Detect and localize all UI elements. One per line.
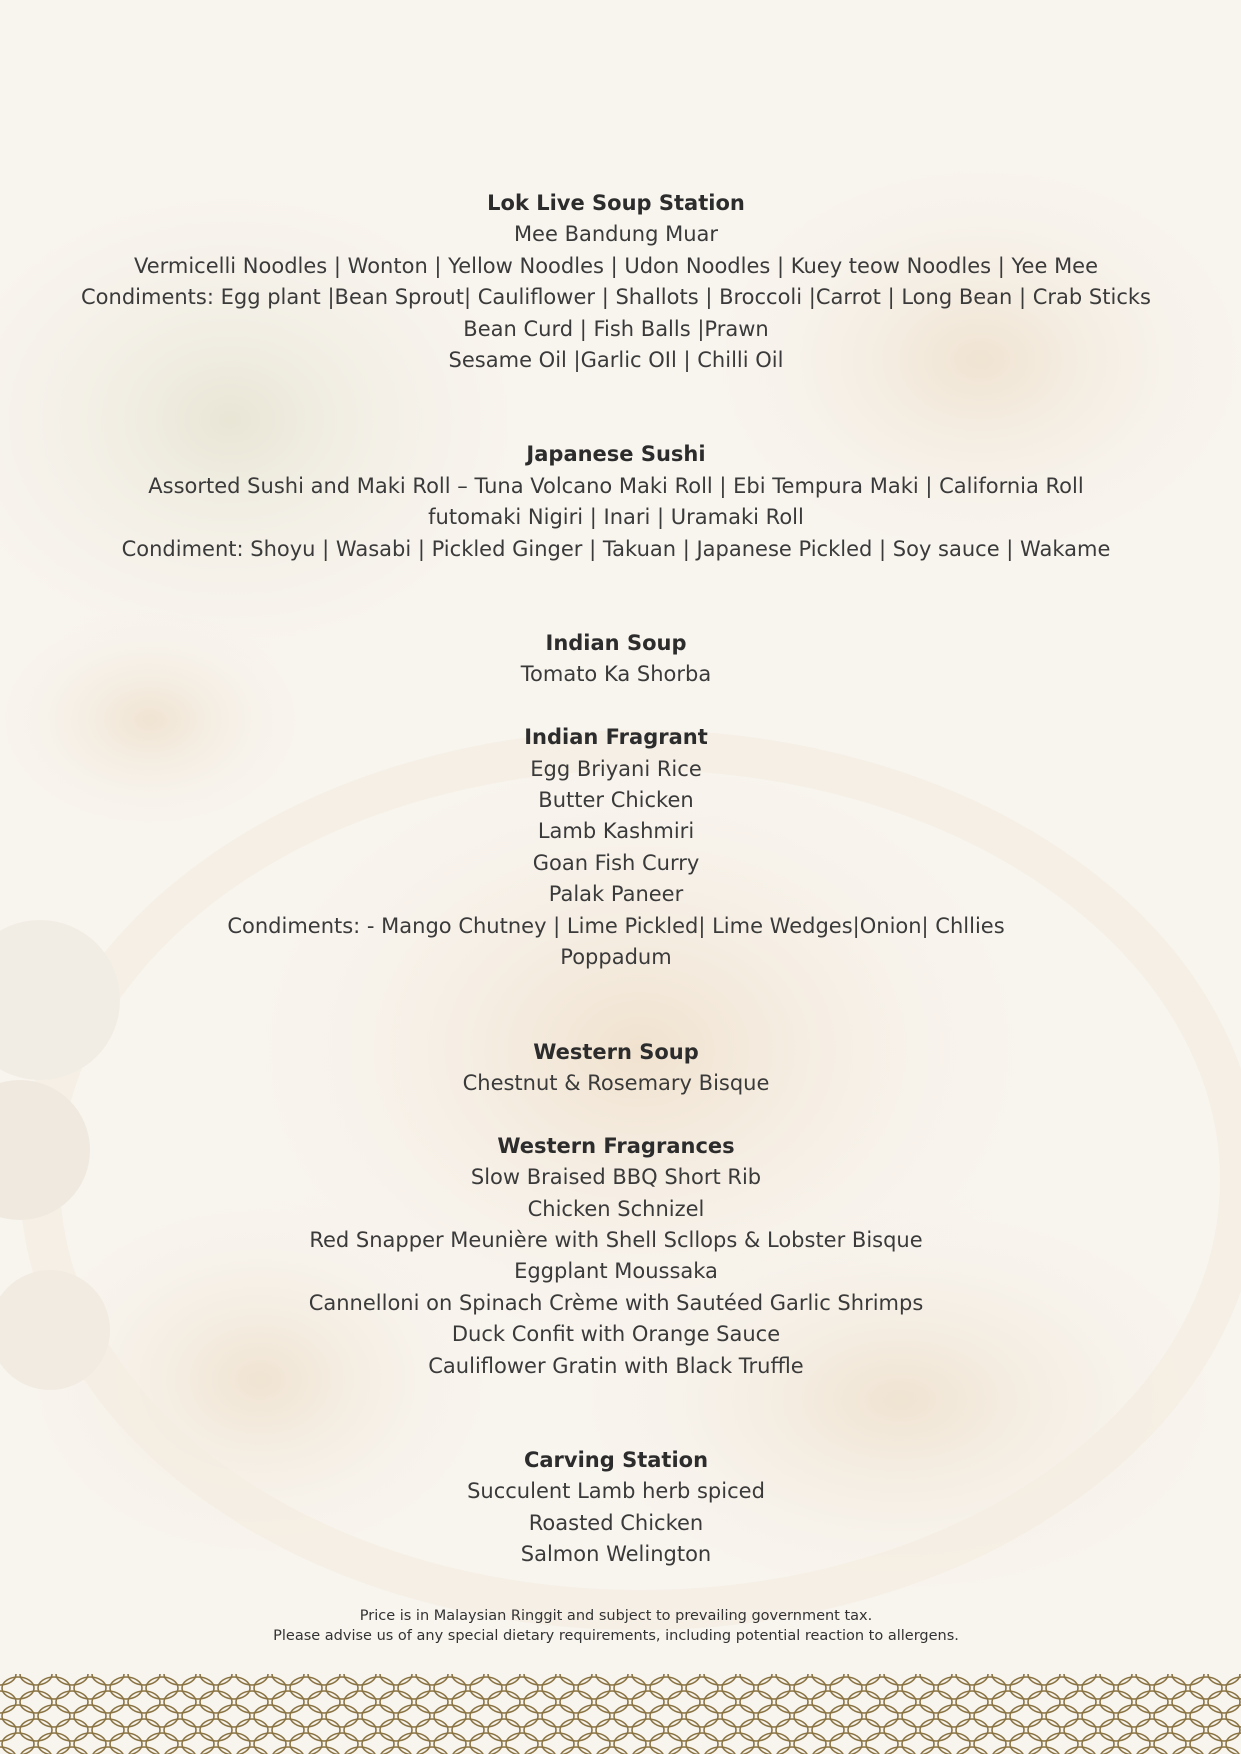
- menu-item: Goan Fish Curry: [532, 850, 700, 875]
- menu-item: Palak Paneer: [548, 882, 684, 907]
- menu-item: futomaki Nigiri | Inari | Uramaki Roll: [428, 505, 804, 530]
- section-spacer: [0, 1382, 1232, 1445]
- menu-item: Condiments: Egg plant |Bean Sprout| Cauliflower | Shallots | Broccoli |Carrot | Long Bean | Crab Sticks: [81, 285, 1151, 310]
- decorative-pattern-border: [0, 1674, 1241, 1754]
- section-spacer: [0, 565, 1232, 628]
- section-title: Indian Soup: [545, 631, 687, 656]
- menu-item: Condiment: Shoyu | Wasabi | Pickled Ginger | Takuan | Japanese Pickled | Soy sauce | Wakame: [121, 536, 1111, 561]
- section-title: Lok Live Soup Station: [487, 191, 745, 215]
- menu-item: Cauliflower Gratin with Black Truffle: [428, 1353, 804, 1378]
- menu-section: [0, 1131, 1232, 1382]
- menu-item: Red Snapper Meunière with Shell Scllops & Lobster Bisque: [309, 1227, 923, 1252]
- menu-footer: [0, 1606, 1232, 1646]
- menu-item: Chicken Schnizel: [527, 1196, 705, 1221]
- menu-item: Salmon Welington: [520, 1542, 712, 1567]
- menu-section: [0, 628, 1232, 691]
- section-spacer: [0, 691, 1232, 722]
- menu-item: Bean Curd | Fish Balls |Prawn: [463, 316, 769, 341]
- menu-item: Eggplant Moussaka: [514, 1259, 718, 1284]
- menu-content: [0, 188, 1232, 1571]
- menu-item: Roasted Chicken: [528, 1510, 704, 1535]
- menu-item: Butter Chicken: [538, 788, 694, 813]
- menu-item: Chestnut & Rosemary Bisque: [462, 1070, 770, 1095]
- menu-section: [0, 722, 1232, 973]
- section-title: Western Soup: [533, 1039, 699, 1064]
- menu-item: Cannelloni on Spinach Crème with Sautéed Garlic Shrimps: [308, 1290, 924, 1315]
- section-spacer: [0, 974, 1232, 1037]
- price-note: Price is in Malaysian Ringgit and subject to prevailing government tax.: [359, 1608, 873, 1624]
- section-spacer: [0, 376, 1232, 439]
- menu-item: Assorted Sushi and Maki Roll – Tuna Volcano Maki Roll | Ebi Tempura Maki | California Roll: [148, 473, 1084, 498]
- section-title: Western Fragrances: [497, 1133, 735, 1158]
- section-title: Indian Fragrant: [524, 725, 708, 750]
- menu-item: Duck Confit with Orange Sauce: [451, 1322, 781, 1347]
- menu-item: Condiments: - Mango Chutney | Lime Pickled| Lime Wedges|Onion| Chllies: [227, 913, 1005, 938]
- menu-item: Succulent Lamb herb spiced: [467, 1479, 765, 1504]
- section-spacer: [0, 1099, 1232, 1130]
- menu-item: Egg Briyani Rice: [530, 756, 702, 781]
- menu-section: [0, 1037, 1232, 1100]
- dietary-note: Please advise us of any special dietary requirements, including potential reaction to allergens.: [273, 1628, 959, 1644]
- menu-item: Slow Braised BBQ Short Rib: [470, 1165, 762, 1190]
- menu-section: [0, 188, 1232, 376]
- menu-item: Lamb Kashmiri: [537, 819, 695, 844]
- menu-item: Tomato Ka Shorba: [520, 662, 712, 687]
- section-title: Carving Station: [523, 1447, 709, 1472]
- menu-section: [0, 439, 1232, 565]
- menu-item: Mee Bandung Muar: [513, 222, 719, 247]
- menu-item: Poppadum: [560, 945, 672, 970]
- section-title: Japanese Sushi: [526, 442, 706, 467]
- menu-item: Vermicelli Noodles | Wonton | Yellow Noodles | Udon Noodles | Kuey teow Noodles | Yee Mee: [133, 253, 1099, 278]
- menu-section: [0, 1445, 1232, 1571]
- menu-item: Sesame Oil |Garlic OIl | Chilli Oil: [448, 348, 784, 373]
